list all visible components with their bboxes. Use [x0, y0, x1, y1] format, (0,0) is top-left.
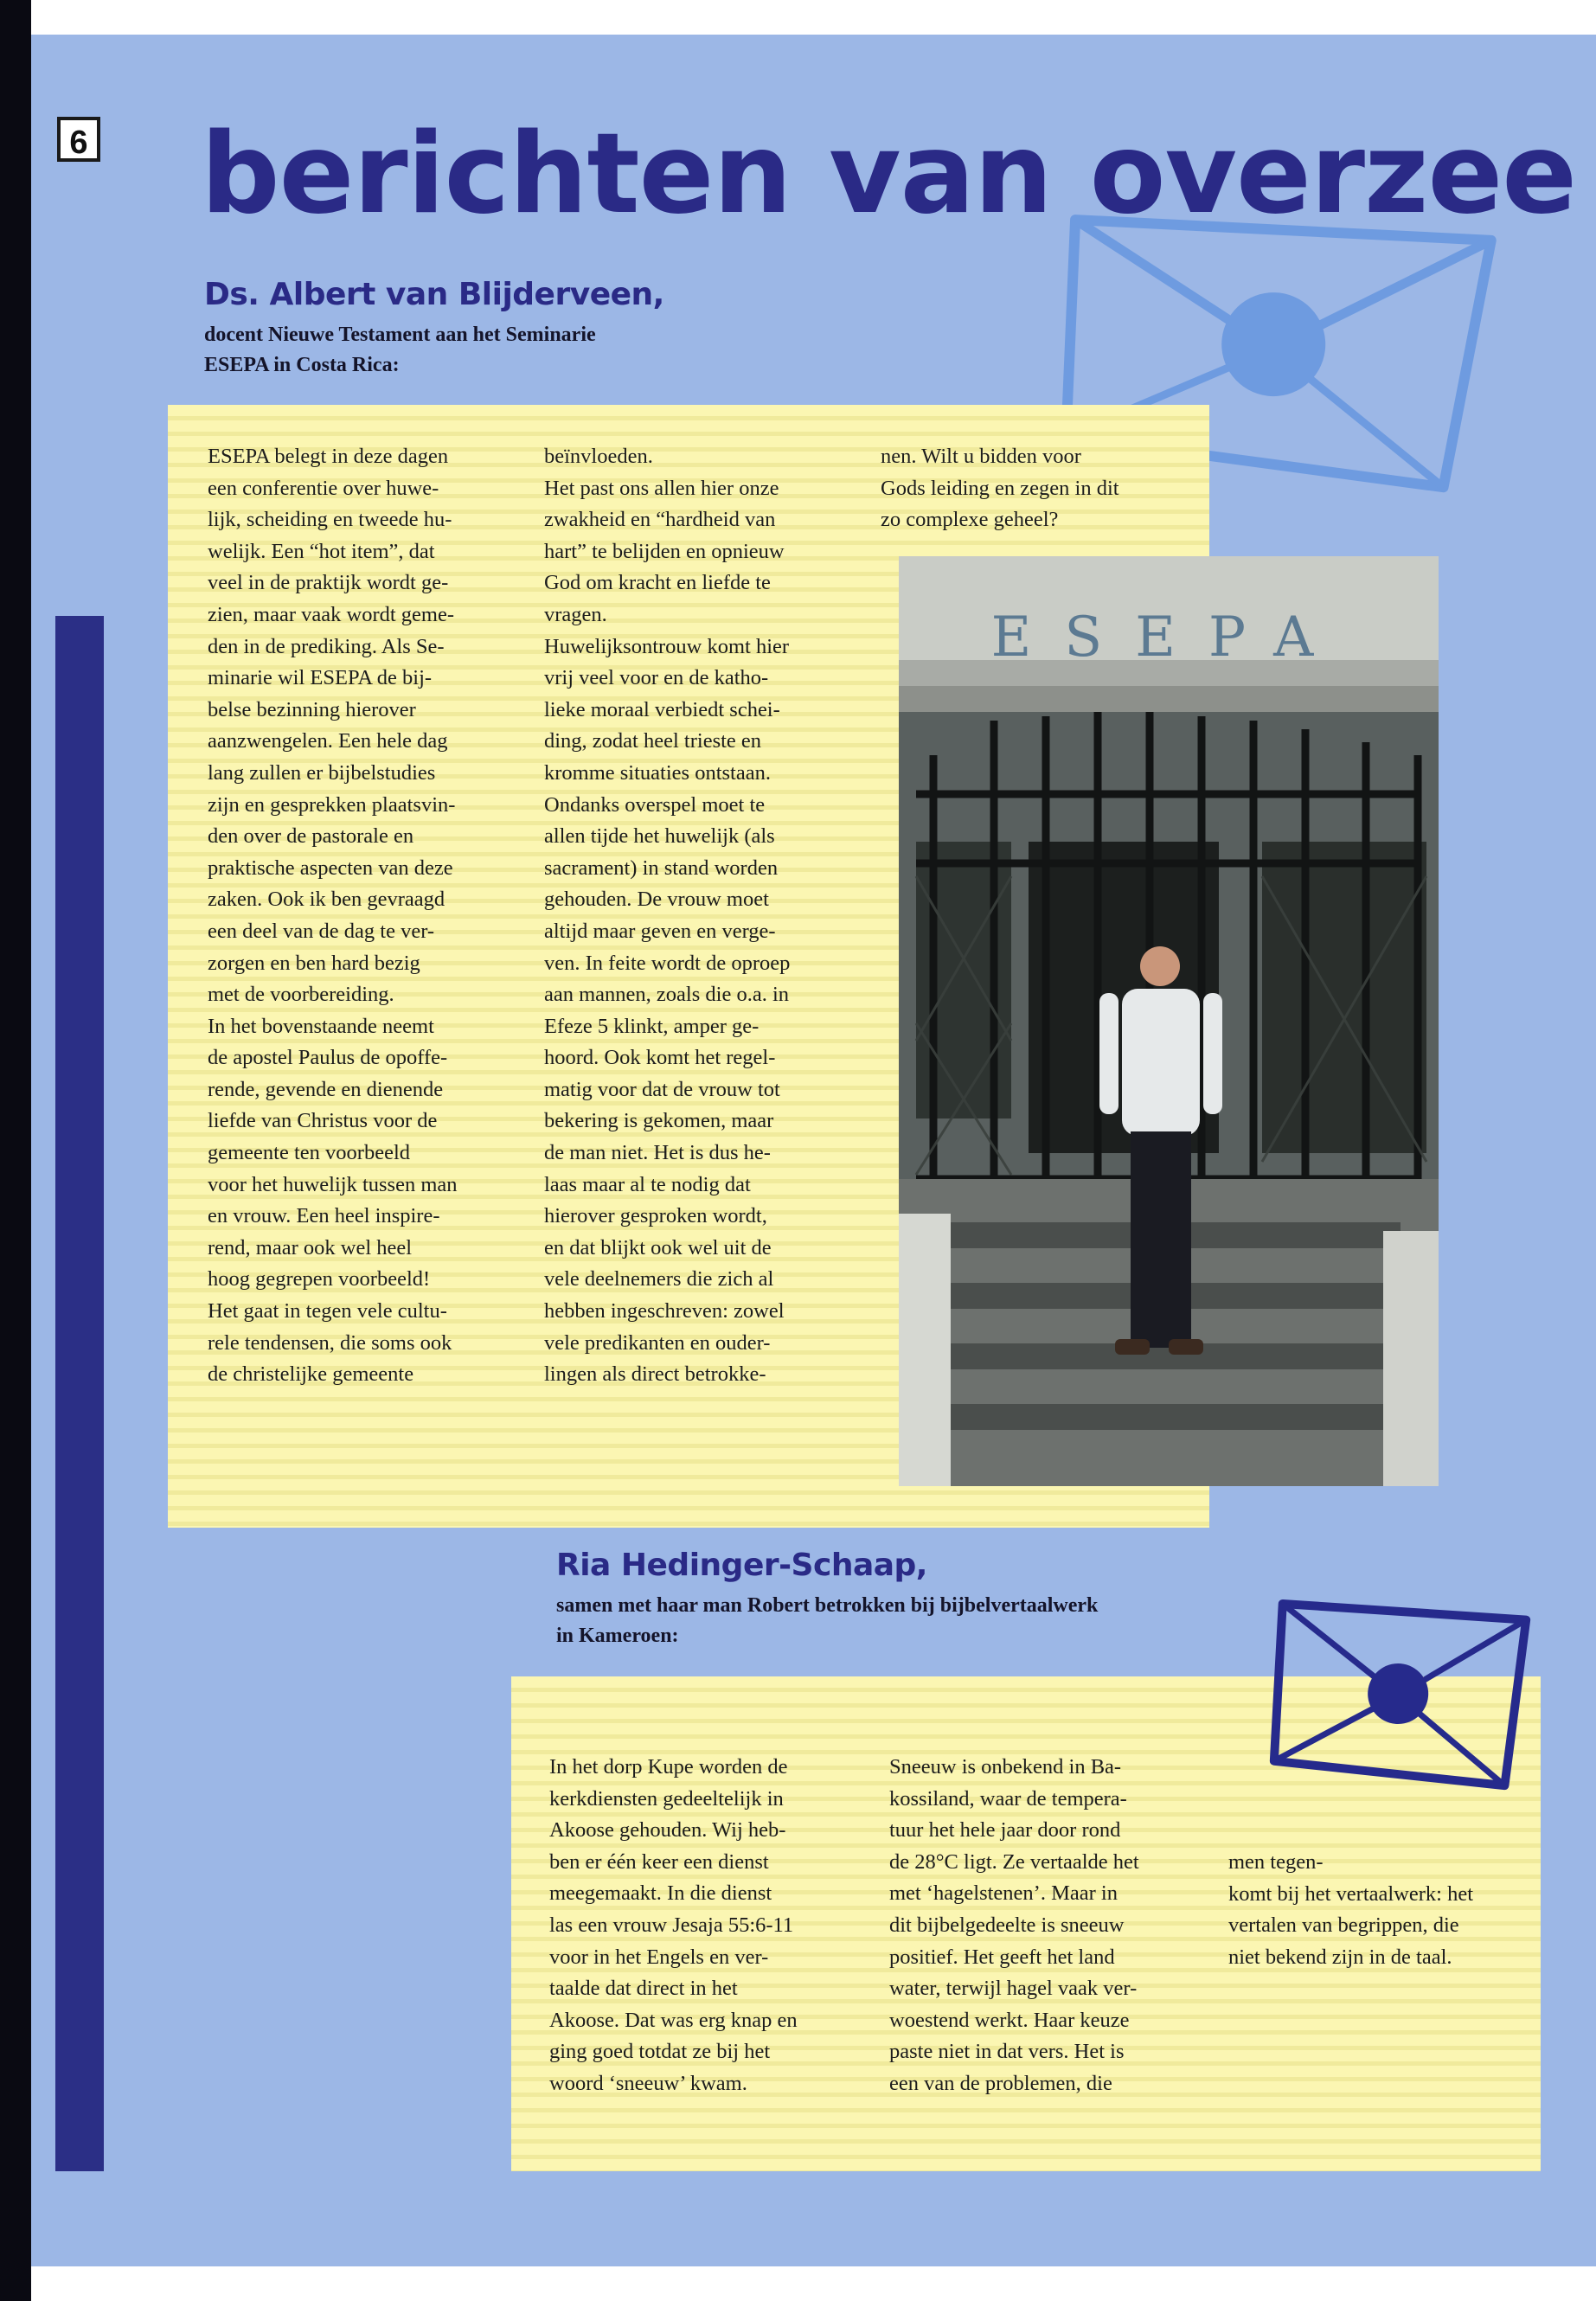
article1-column-1: ESEPA belegt in deze dagen een conferentie over huwe- lijk, scheiding en tweede hu- welijk. Een “hot item”, dat veel in de praktijk wordt ge- zien, maar vaak wordt geme- den in de prediking. Als Se- minarie wil ESEPA de bij- belse bezinning hierover aanzwengelen. Een hele dag lang zullen er bijbelstudies zijn en gesprekken plaatsvin- den over de pastorale en praktische aspecten van deze zaken. Ook ik ben gevraagd een deel van de dag te ver- zorgen en ben hard bezig met de voorbereiding. In het bovenstaande neemt de apostel Paulus de opoffe- rende, gevende en dienende liefde van Christus voor de gemeente ten voorbeeld voor het huwelijk tussen man en vrouw. Een heel inspire- rend, maar ook wel heel hoog gegrepen voorbeeld! Het gaat in tegen vele cultu- rele tendensen, die soms ook de christelijke gemeente [208, 445, 458, 1387]
magazine-page [31, 35, 1596, 2266]
article2-column-3: men tegen- komt bij het vertaalwerk: het vertalen van begrippen, die niet bekend zijn in de taal. [1228, 1850, 1474, 1969]
side-bar [55, 616, 104, 2171]
envelope-icon-small [1259, 1599, 1536, 1793]
article1-header [204, 275, 664, 381]
article2-column-2: Sneeuw is onbekend in Ba- kossiland, waar de tempera- tuur het hele jaar door rond de 28°C ligt. Ze vertaalde het met ‘hagelstenen’. Maar in dit bijbelgedeelte is sneeuw positief. Het geeft het land water, terwijl hagel vaak ver- woestend werkt. Haar keuze paste niet in dat vers. Het is een van de problemen, die [889, 1755, 1139, 2095]
article1-subtitle-line2: ESEPA in Costa Rica: [204, 354, 400, 376]
esepa-entrance-photo [899, 556, 1439, 1486]
article1-author: Ds. Albert van Blijderveen, [204, 277, 664, 312]
article2-subtitle-line2: in Kameroen: [556, 1625, 679, 1647]
article2-subtitle-line1: samen met haar man Robert betrokken bij bijbelvertaalwerk [556, 1594, 1099, 1617]
page-number-box: 6 [57, 117, 100, 162]
article1-subtitle-line1: docent Nieuwe Testament aan het Seminarie [204, 324, 596, 346]
article1-column-3: nen. Wilt u bidden voor Gods leiding en zegen in dit zo complexe geheel? [881, 445, 1119, 532]
binding-edge [0, 0, 31, 2301]
article1-column-2: beïnvloeden. Het past ons allen hier onze zwakheid en “hardheid van hart” te belijden en opnieuw God om kracht en liefde te vragen. Huwelijksontrouw komt hier vrij veel voor en de katho- lieke moraal verbiedt schei- ding, zodat heel trieste en kromme situaties ontstaan. Ondanks overspel moet te allen tijde het huwelijk (als sacrament) in stand worden gehouden. De vrouw moet altijd maar geven en verge- ven. In feite wordt de oproep aan mannen, zoals die o.a. in Efeze 5 klinkt, amper ge- hoord. Ook komt het regel- matig voor dat de vrouw tot bekering is gekomen, maar de man niet. Het is dus he- laas maar al te nodig dat hierover gesproken wordt, en dat blijkt ook wel uit de vele deelnemers die zich al hebben ingeschreven: zowel vele predikanten en ouder- lingen als direct betrokke- [544, 445, 791, 1387]
photo-sign-text: ESEPA [990, 606, 1347, 670]
article2-author: Ria Hedinger-Schaap, [556, 1548, 927, 1583]
article2-header [556, 1546, 1098, 1651]
article2-column-1: In het dorp Kupe worden de kerkdiensten gedeeltelijk in Akoose gehouden. Wij heb- ben er één keer een dienst meegemaakt. In die dienst las een vrouw Jesaja 55:6-11 voor in het Engels en ver- taalde dat direct in het Akoose. Dat was erg knap en ging goed totdat ze bij het woord ‘sneeuw’ kwam. [549, 1755, 798, 2095]
page-title: berichten van overzee [201, 110, 1577, 239]
